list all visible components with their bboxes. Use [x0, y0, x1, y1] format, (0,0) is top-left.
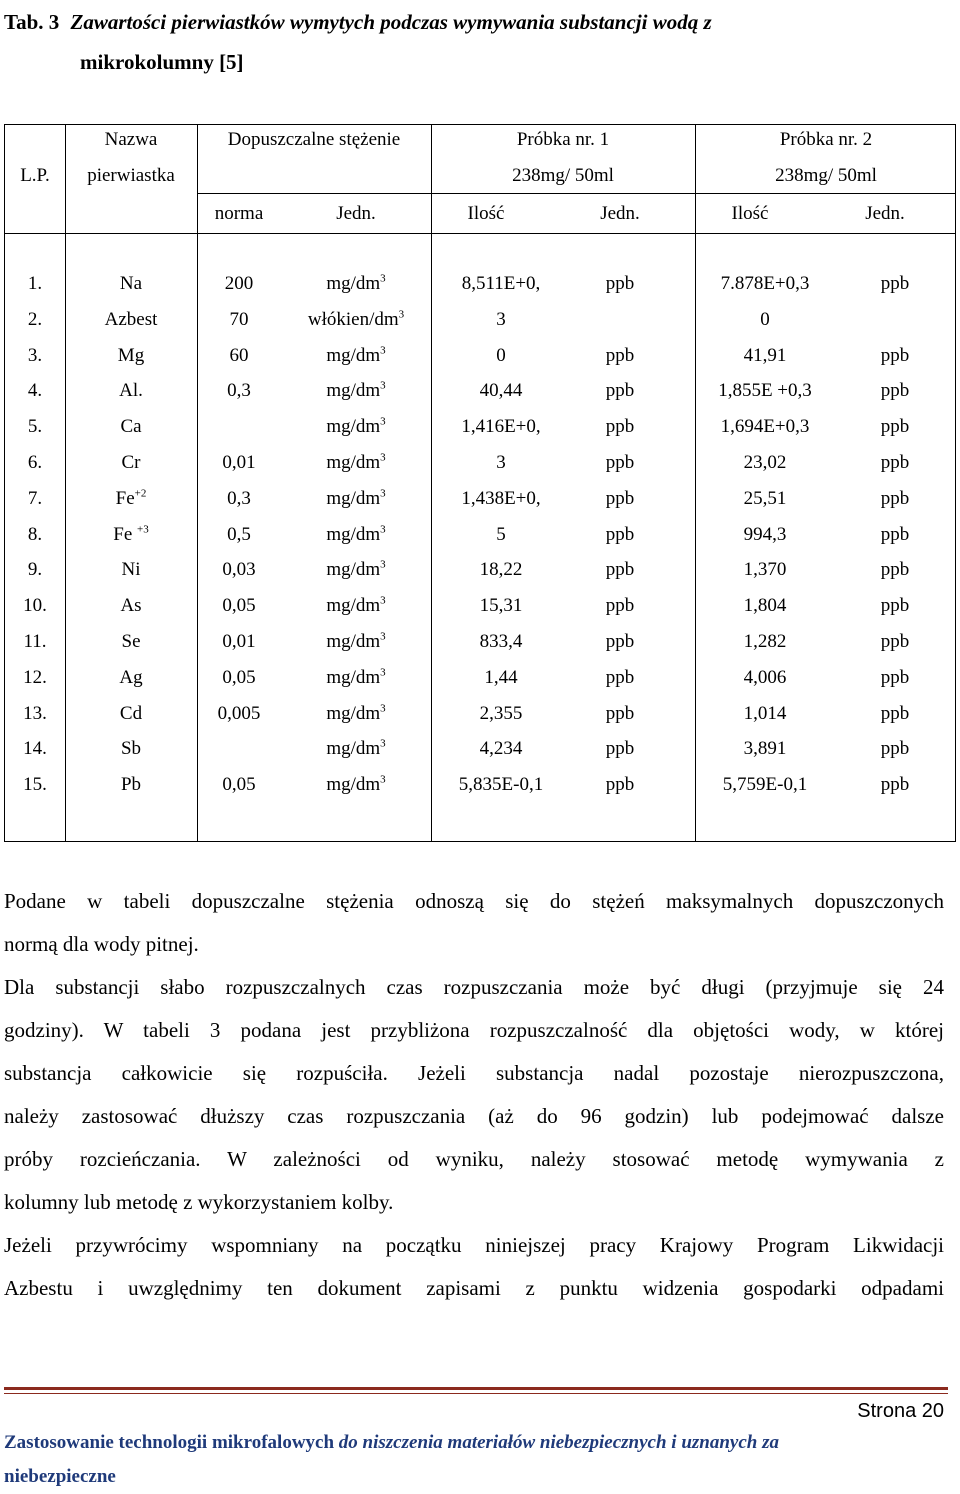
footer-divider-thin — [4, 1393, 948, 1394]
p2-line4: należy zastosować dłuższy czas rozpuszczania (aż do 96 godzin) lub podejmować dalsze — [4, 1104, 944, 1128]
cell-sample2-qty: 7.878E+0,3 — [720, 273, 810, 294]
cell-sample1-unit: ppb — [605, 452, 635, 473]
cell-norma: 0,3 — [227, 380, 251, 402]
footer-title-line2: niebezpieczne — [4, 1466, 116, 1487]
cell-sample1-unit: ppb — [605, 380, 635, 402]
subheader-ilosc1: Ilość — [467, 203, 505, 224]
cell-sample1-qty: 1,44 — [484, 666, 518, 688]
cell-sample2-unit: ppb — [880, 738, 910, 760]
paragraph-2 — [4, 966, 944, 1224]
cell-norma: 0,05 — [222, 666, 256, 688]
subheader-norma: norma — [214, 203, 264, 224]
cell-sample1-unit: ppb — [605, 702, 635, 724]
cell-unit: $mg/dm^3$ — [326, 702, 386, 724]
footer-divider-thick — [4, 1387, 948, 1390]
cell-sample2-unit: ppb — [880, 452, 910, 473]
p2-line2: godziny). W tabeli 3 podana jest przybliżona rozpuszczalność dla objętości wody, w której — [4, 1018, 944, 1042]
cell-sample1-unit: ppb — [605, 416, 635, 438]
header-probka1-mass: 238mg/ 50ml — [512, 165, 614, 186]
cell-element: $Fe^{+2}$ — [115, 487, 147, 509]
cell-sample2-unit: ppb — [880, 344, 910, 366]
p3-line1: Jeżeli przywrócimy wspomniany na początku niniejszej pracy Krajowy Program Likwidacji — [4, 1233, 944, 1257]
cell-sample2-qty: 5,759E-0,1 — [722, 774, 808, 796]
subheader-jedn1: Jedn. — [336, 203, 376, 224]
cell-sample1-unit: ppb — [605, 631, 635, 652]
cell-sample1-qty: 4,234 — [479, 738, 523, 760]
cell-sample1-qty: 2,355 — [479, 702, 523, 724]
cell-sample1-unit: ppb — [605, 344, 635, 366]
p2-line1: Dla substancji słabo rozpuszczalnych czas rozpuszczania może być długi (przyjmuje się 24 — [4, 975, 944, 999]
cell-sample2-qty: 3,891 — [743, 738, 787, 760]
cell-unit: $mg/dm^3$ — [326, 773, 386, 796]
cell-sample2-unit: ppb — [880, 273, 910, 294]
cell-lp: 14. — [23, 738, 47, 760]
paragraph-3 — [4, 1224, 944, 1310]
cell-element: Na — [119, 273, 143, 294]
cell-unit: włókien/$dm^3$ — [307, 308, 405, 330]
cell-sample2-qty: 1,694E+0,3 — [720, 416, 810, 438]
p2-line5: próby rozcieńczania. W zależności od wyniku, należy stosować metodę wymywania z — [4, 1147, 944, 1171]
cell-sample2-qty: 25,51 — [743, 487, 787, 509]
caption-title-line2: mikrokolumny [5] — [80, 50, 244, 74]
running-footer — [4, 1426, 944, 1494]
cell-element: Al. — [119, 380, 143, 402]
cell-norma: 0,3 — [227, 487, 251, 509]
cell-sample2-qty: 994,3 — [743, 523, 787, 545]
cell-sample2-unit: ppb — [880, 416, 910, 438]
cell-lp: 11. — [23, 631, 47, 652]
cell-lp: 8. — [27, 523, 43, 545]
cell-norma: 0,005 — [217, 702, 261, 724]
cell-sample2-unit: ppb — [880, 487, 910, 509]
header-pierwiastka: pierwiastka — [87, 165, 175, 186]
cell-element: Ni — [121, 559, 141, 581]
cell-sample1-unit: ppb — [605, 487, 635, 509]
cell-norma: 0,01 — [222, 452, 256, 473]
cell-unit: $mg/dm^3$ — [326, 380, 386, 402]
cell-norma: 60 — [229, 344, 249, 366]
cell-sample1-unit: ppb — [605, 559, 635, 581]
cell-lp: 5. — [27, 416, 43, 438]
cell-sample1-qty: 1,416E+0, — [461, 416, 541, 438]
cell-sample2-unit: ppb — [880, 523, 910, 545]
cell-lp: 10. — [23, 595, 47, 617]
p2-line3: substancja całkowicie się rozpuściła. Jeżeli substancja nadal pozostaje nierozpuszczona, — [4, 1061, 944, 1085]
cell-sample2-unit: ppb — [880, 666, 910, 688]
cell-sample1-qty: 18,22 — [479, 559, 523, 581]
cell-element: As — [120, 595, 142, 617]
table-caption — [4, 2, 944, 82]
cell-sample1-qty: 3 — [496, 308, 506, 330]
elements-table — [4, 124, 956, 842]
header-lp: L.P. — [20, 165, 50, 186]
cell-unit: $mg/dm^3$ — [326, 451, 386, 473]
caption-number: Tab. 3 — [4, 10, 60, 34]
p1-line2: normą dla wody pitnej. — [4, 932, 199, 956]
caption-title-line1: Zawartości pierwiastków wymytych podczas wymywania substancji wodą z — [70, 10, 712, 34]
cell-sample2-qty: 4,006 — [743, 666, 787, 688]
subheader-jedn3: Jedn. — [865, 203, 905, 224]
cell-sample2-qty: 1,804 — [743, 595, 787, 617]
header-probka2: Próbka nr. 2 — [779, 129, 873, 150]
cell-sample2-unit: ppb — [880, 559, 910, 581]
footer-title-regular: Zastosowanie technologii mikrofalowych — [4, 1432, 335, 1453]
cell-element: Cr — [121, 452, 141, 473]
cell-norma: 0,01 — [222, 631, 256, 652]
cell-sample2-unit: ppb — [880, 631, 910, 652]
cell-sample1-unit: ppb — [605, 595, 635, 617]
cell-sample1-unit: ppb — [605, 666, 635, 688]
cell-norma: 0,05 — [222, 595, 256, 617]
cell-unit: $mg/dm^3$ — [326, 594, 386, 617]
header-probka2-mass: 238mg/ 50ml — [775, 165, 877, 186]
cell-lp: 3. — [27, 344, 43, 366]
cell-element: Sb — [120, 738, 142, 760]
cell-norma: 0,05 — [222, 774, 256, 796]
subheader-jedn2: Jedn. — [600, 203, 640, 224]
cell-sample2-qty: 41,91 — [743, 344, 787, 366]
cell-sample1-qty: 3 — [496, 452, 506, 473]
footer-title-italic: do niszczenia materiałów niebezpiecznych i uznanych za — [338, 1432, 779, 1453]
cell-unit: $mg/dm^3$ — [326, 272, 386, 294]
header-probka1: Próbka nr. 1 — [516, 129, 610, 150]
cell-element: Mg — [117, 344, 145, 366]
cell-lp: 7. — [27, 487, 43, 509]
cell-unit: $mg/dm^3$ — [326, 415, 386, 438]
cell-lp: 6. — [27, 452, 43, 473]
p1-line1: Podane w tabeli dopuszczalne stężenia odnoszą się do stężeń maksymalnych dopuszczonych — [4, 889, 944, 913]
cell-element: Ag — [119, 666, 143, 688]
cell-element: Ca — [120, 416, 142, 438]
page-number: Strona 20 — [857, 1400, 944, 1422]
header-dopuszczalne: Dopuszczalne stężenie — [227, 129, 401, 150]
cell-sample1-qty: 1,438E+0, — [461, 487, 541, 509]
cell-sample2-qty: 1,282 — [743, 631, 787, 652]
cell-sample1-unit: ppb — [605, 273, 635, 294]
cell-norma: 0,03 — [222, 559, 256, 581]
cell-norma: 70 — [229, 308, 249, 330]
cell-sample1-qty: 833,4 — [479, 631, 523, 652]
cell-sample1-unit: ppb — [605, 523, 635, 545]
cell-sample2-qty: 23,02 — [743, 452, 787, 473]
cell-element: Fe $^{+3}$ — [113, 523, 149, 545]
cell-unit: $mg/dm^3$ — [326, 344, 386, 366]
cell-sample2-unit: ppb — [880, 380, 910, 402]
p2-line6: kolumny lub metodę z wykorzystaniem kolby. — [4, 1190, 394, 1214]
cell-unit: $mg/dm^3$ — [326, 630, 386, 652]
cell-sample1-qty: 15,31 — [479, 595, 523, 617]
cell-lp: 15. — [23, 774, 47, 796]
cell-norma: 0,5 — [227, 523, 251, 545]
header-nazwa: Nazwa — [104, 129, 158, 150]
cell-sample2-unit: ppb — [880, 702, 910, 724]
cell-lp: 1. — [27, 273, 43, 294]
cell-lp: 9. — [27, 559, 43, 581]
cell-sample1-qty: 5,835E-0,1 — [458, 774, 544, 796]
cell-element: Azbest — [104, 308, 158, 330]
cell-element: Se — [121, 631, 141, 652]
cell-sample1-unit: ppb — [605, 738, 635, 760]
cell-lp: 12. — [23, 666, 47, 688]
cell-sample2-qty: 0 — [760, 308, 770, 330]
cell-sample1-qty: 5 — [496, 523, 506, 545]
cell-sample2-qty: 1,370 — [743, 559, 787, 581]
cell-sample1-qty: 0 — [496, 344, 506, 366]
cell-sample2-unit: ppb — [880, 595, 910, 617]
cell-sample1-qty: 40,44 — [479, 380, 523, 402]
cell-unit: $mg/dm^3$ — [326, 666, 386, 688]
cell-sample2-qty: 1,855E +0,3 — [718, 380, 812, 402]
cell-lp: 13. — [23, 702, 47, 724]
cell-sample1-unit: ppb — [605, 774, 635, 796]
cell-unit: $mg/dm^3$ — [326, 738, 386, 760]
p3-line2: Azbestu i uwzględnimy ten dokument zapisami z punktu widzenia gospodarki odpadami — [4, 1276, 944, 1300]
cell-sample2-qty: 1,014 — [743, 702, 787, 724]
cell-element: Cd — [119, 702, 143, 724]
cell-sample2-unit: ppb — [880, 774, 910, 796]
cell-element: Pb — [120, 774, 142, 796]
cell-unit: $mg/dm^3$ — [326, 559, 386, 581]
cell-lp: 4. — [27, 380, 43, 402]
cell-norma: 200 — [224, 273, 254, 294]
cell-lp: 2. — [27, 308, 43, 330]
cell-sample1-qty: 8,511E+0, — [461, 273, 541, 294]
cell-unit: $mg/dm^3$ — [326, 523, 386, 545]
paragraph-1 — [4, 880, 944, 966]
subheader-ilosc2: Ilość — [731, 203, 769, 224]
cell-unit: $mg/dm^3$ — [326, 487, 386, 509]
